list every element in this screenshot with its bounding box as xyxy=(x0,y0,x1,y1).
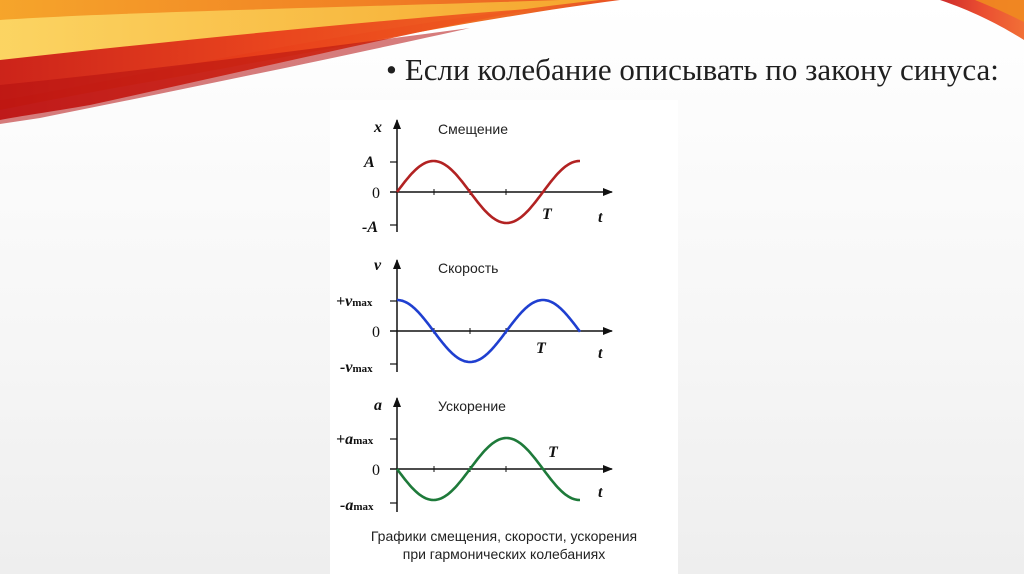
tick-label-zero: 0 xyxy=(372,462,380,479)
bullet-marker: • xyxy=(386,52,397,87)
y-axis-label: a xyxy=(374,397,382,414)
tick-label-zero: 0 xyxy=(372,185,380,202)
tick-label-amax: +amax xyxy=(336,431,374,448)
graph-title: Смещение xyxy=(438,121,509,137)
graph-displacement xyxy=(362,119,612,236)
x-axis-label: t xyxy=(598,209,603,226)
tick-label-neg-vmax: -vmax xyxy=(340,359,373,376)
y-axis-label: v xyxy=(374,257,382,274)
x-axis-label: t xyxy=(598,484,603,501)
y-axis-label: x xyxy=(374,119,382,136)
figure-caption-line1: Графики смещения, скорости, ускорения xyxy=(370,528,638,544)
graphs-svg xyxy=(330,100,678,574)
x-axis-label: t xyxy=(598,345,603,362)
graph-title: Ускорение xyxy=(438,398,506,414)
period-label: T xyxy=(542,206,552,223)
tick-label-neg-amax: -amax xyxy=(340,497,374,514)
graph-acceleration xyxy=(336,397,612,514)
oscillation-graphs-figure xyxy=(330,100,678,574)
period-label: T xyxy=(536,340,546,357)
period-label: T xyxy=(548,444,558,461)
tick-label-vmax: +vmax xyxy=(336,293,373,310)
tick-label-amplitude: A xyxy=(364,154,375,171)
graph-velocity xyxy=(336,257,612,376)
graph-title: Скорость xyxy=(438,260,499,276)
heading-text: Если колебание описывать по закону синуса: xyxy=(404,52,999,87)
slide-heading xyxy=(386,52,999,88)
tick-label-neg-amplitude: -A xyxy=(362,219,378,236)
figure-caption-line2: при гармонических колебаниях xyxy=(402,546,606,562)
tick-label-zero: 0 xyxy=(372,324,380,341)
